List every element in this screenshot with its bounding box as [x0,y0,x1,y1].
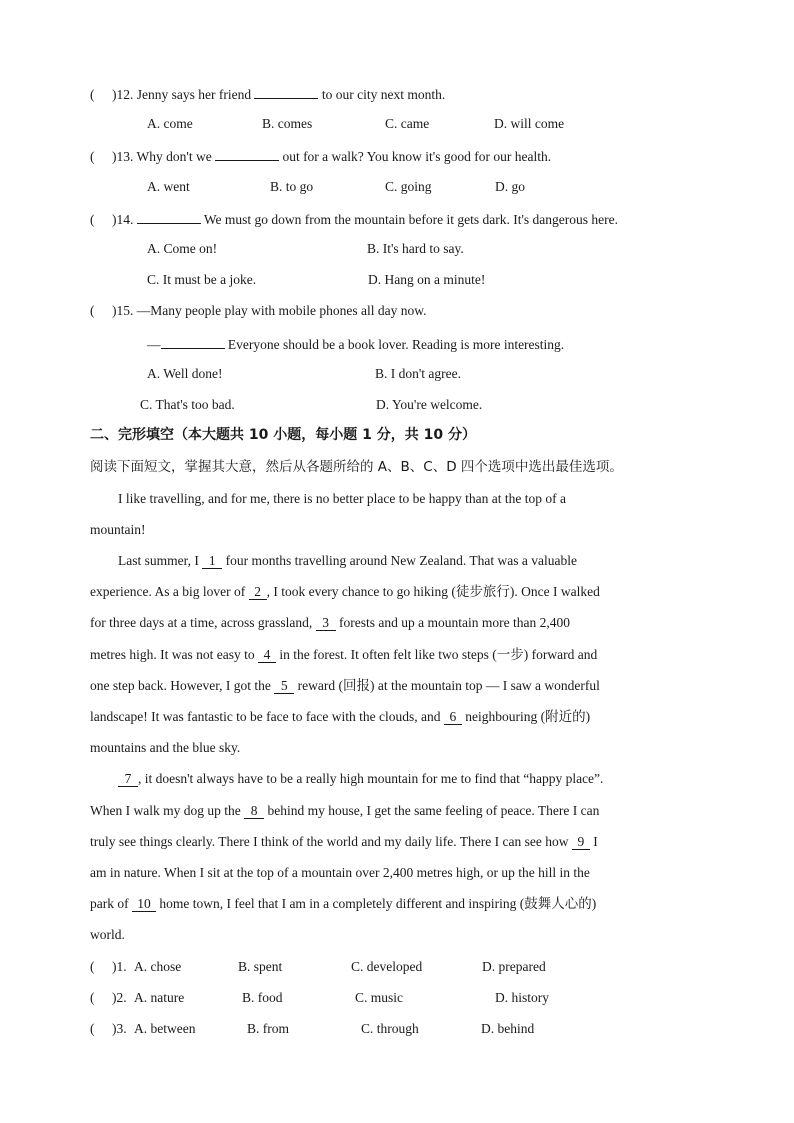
question-text: Everyone should be a book lover. Reading is more interesting. [227,337,565,352]
option-d[interactable]: D. You're welcome. [376,397,483,412]
option-b[interactable]: B. from [247,1021,289,1036]
option-a[interactable]: A. Well done! [147,366,223,381]
cloze-blank-6: 6 [444,709,462,725]
passage-line [90,614,570,632]
passage-text: four months travelling around New Zealand. That was a valuable [225,553,577,568]
passage-line: mountain! [90,522,146,537]
question-14 [90,209,618,229]
option-b[interactable]: B. I don't agree. [375,366,462,381]
passage-text: park of [90,896,129,911]
passage-text: behind my house, I get the same feeling of peace. There I can [267,803,600,818]
option-b[interactable]: B. food [242,990,283,1005]
passage-text: truly see things clearly. There I think of the world and my daily life. There I can see how [90,834,569,849]
passage-line [90,583,600,601]
option-c[interactable]: C. through [361,1021,419,1036]
passage-line [90,677,600,695]
answer-blank [137,209,201,224]
passage-text: , it doesn't always have to be a really high mountain for me to find that “happy place”. [138,771,604,786]
answer-paren[interactable]: ( [90,959,95,974]
question-number: )13. [112,149,134,164]
question-13 [90,146,551,166]
question-15 [90,302,426,320]
question-number: )1. [112,959,127,974]
passage-text: landscape! It was fantastic to be face to face with the clouds, and [90,709,441,724]
answer-paren[interactable]: ( [90,149,95,164]
cloze-blank-8: 8 [244,803,264,819]
passage-line [90,895,596,913]
cloze-blank-10: 10 [132,896,156,912]
question-number: )14. [112,212,134,227]
passage-text: one step back. However, I got the [90,678,271,693]
question-text: We must go down from the mountain before it gets dark. It's dangerous here. [203,212,619,227]
answer-paren[interactable]: ( [90,1021,95,1036]
answer-paren[interactable]: ( [90,212,95,227]
question-number: )2. [112,990,127,1005]
question-number: )15. [112,303,134,318]
option-a[interactable]: A. between [134,1021,196,1036]
answer-blank [254,84,318,99]
passage-line: am in nature. When I sit at the top of a mountain over 2,400 metres high, or up the hill in the [90,865,590,880]
answer-blank [215,146,279,161]
passage-line [90,646,597,664]
answer-paren[interactable]: ( [90,303,95,318]
question-text: —Many people play with mobile phones all day now. [136,303,427,318]
cloze-blank-2: 2 [249,584,267,600]
passage-line [118,552,577,570]
answer-blank [161,334,225,349]
section-title: 二、完形填空（本大题共 10 小题，每小题 1 分，共 10 分） [90,427,476,443]
cloze-blank-4: 4 [258,647,276,663]
passage-line [90,833,598,851]
option-b[interactable]: B. to go [270,179,314,194]
option-c[interactable]: C. going [385,179,432,194]
option-a[interactable]: A. went [147,179,190,194]
cloze-question-1 [90,958,127,976]
option-b[interactable]: B. It's hard to say. [367,241,464,256]
option-c[interactable]: C. music [355,990,404,1005]
passage-text: metres high. It was not easy to [90,647,255,662]
passage-line [90,708,590,726]
option-c[interactable]: C. It must be a joke. [147,272,257,287]
option-d[interactable]: D. history [495,990,549,1005]
passage-text: for three days at a time, across grassland, [90,615,313,630]
passage-text: neighbouring (附近的) [465,709,591,724]
option-a[interactable]: A. nature [134,990,185,1005]
cloze-blank-3: 3 [316,615,336,631]
passage-text: Last summer, I [118,553,199,568]
section-instruction: 阅读下面短文，掌握其大意，然后从各题所给的 A、B、C、D 四个选项中选出最佳选项。 [90,459,623,475]
option-d[interactable]: D. behind [481,1021,535,1036]
passage-text: When I walk my dog up the [90,803,241,818]
option-b[interactable]: B. spent [238,959,283,974]
passage-text: home town, I feel that I am in a completely different and inspiring (鼓舞人心的) [159,896,597,911]
answer-paren[interactable]: ( [90,87,95,102]
option-a[interactable]: A. come [147,116,193,131]
option-d[interactable]: D. Hang on a minute! [368,272,486,287]
passage-text: experience. As a big lover of [90,584,246,599]
passage-text: , I took every chance to go hiking (徒步旅行). Once I walked [266,584,600,599]
passage-line: mountains and the blue sky. [90,740,241,755]
cloze-blank-5: 5 [274,678,294,694]
cloze-blank-9: 9 [572,834,590,850]
cloze-question-2 [90,989,127,1007]
question-number: )3. [112,1021,127,1036]
question-text: out for a walk? You know it's good for our health. [282,149,552,164]
question-text: Why don't we [136,149,212,164]
passage-line: I like travelling, and for me, there is no better place to be happy than at the top of a [118,491,566,506]
passage-text: I [593,834,598,849]
passage-text: forests and up a mountain more than 2,400 [339,615,570,630]
question-12 [90,84,445,104]
passage-line [118,770,603,788]
option-c[interactable]: C. developed [351,959,423,974]
question-number: )12. [112,87,134,102]
dash: — [147,337,161,352]
question-text: to our city next month. [321,87,446,102]
option-a[interactable]: A. chose [134,959,182,974]
option-d[interactable]: D. prepared [482,959,546,974]
cloze-question-3 [90,1020,127,1038]
question-text: Jenny says her friend [136,87,252,102]
option-d[interactable]: D. go [495,179,525,194]
answer-paren[interactable]: ( [90,990,95,1005]
question-15-reply [147,334,564,354]
passage-line: world. [90,927,125,942]
cloze-blank-7: 7 [118,771,138,787]
cloze-blank-1: 1 [202,553,222,569]
option-c[interactable]: C. came [385,116,430,131]
option-c[interactable]: C. That's too bad. [140,397,235,412]
option-b[interactable]: B. comes [262,116,313,131]
option-a[interactable]: A. Come on! [147,241,218,256]
option-d[interactable]: D. will come [494,116,565,131]
passage-text: reward (回报) at the mountain top — I saw a wonderful [297,678,600,693]
passage-line [90,802,599,820]
passage-text: in the forest. It often felt like two steps (一步) forward and [279,647,598,662]
